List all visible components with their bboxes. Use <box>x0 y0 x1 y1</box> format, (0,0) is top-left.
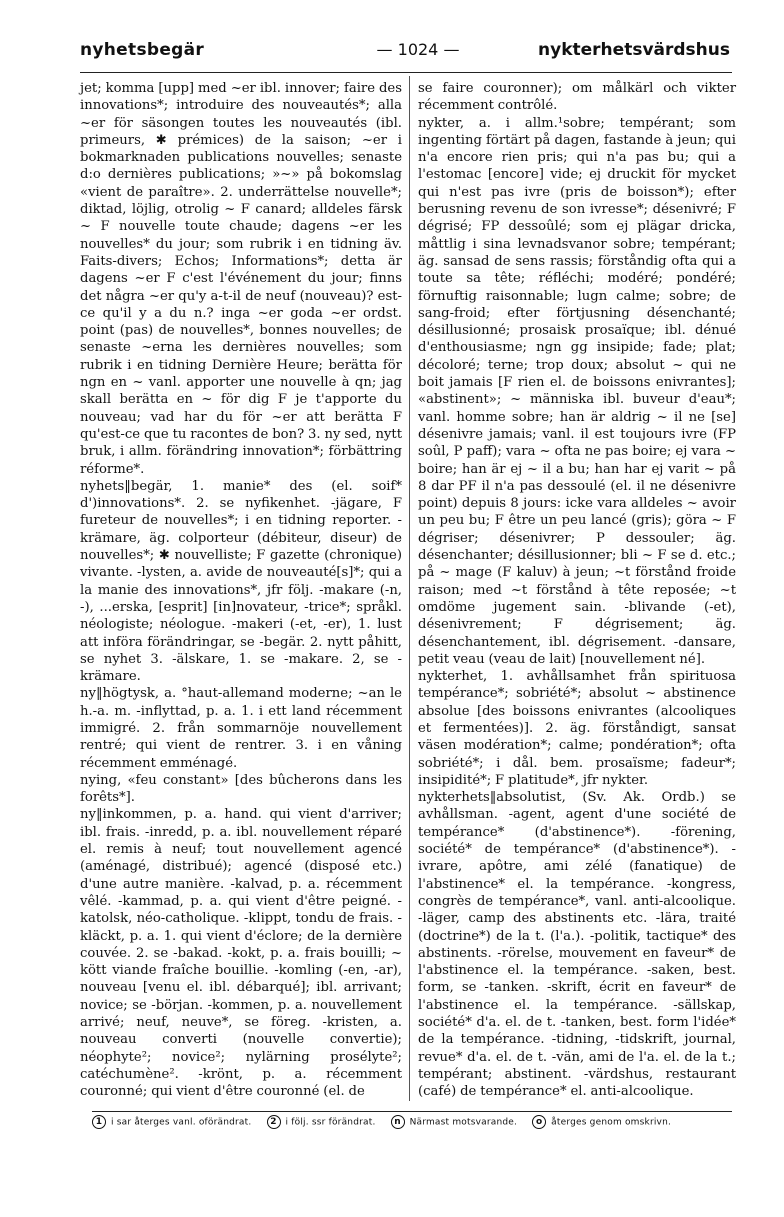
page-number: — 1024 — <box>376 40 460 59</box>
legend-text: återges genom omskrivn. <box>551 1117 672 1128</box>
entry-nykterhet: nykterhet, 1. avhållsamhet från spirituosa tempérance*; sobriété*; absolut ~ abstinence absolue [des boissons enivrantes (alcooliques et fermentées)]. 2. äg. förståndigt, sansat väsen modération*; calme; pondération*; ofta sobriété*; i dål. bem. prosaïsme; fadeur*; insipidité*; F platitude*, jfr nykter. <box>418 669 736 788</box>
legend-item <box>267 1115 376 1129</box>
right-running-headword: nykterhetsvärdshus <box>538 40 730 60</box>
left-running-headword: nyhetsbegär <box>80 40 205 60</box>
column-divider <box>409 76 410 1101</box>
circled-1-icon: 1 <box>92 1115 106 1129</box>
circled-o-icon: o <box>532 1115 546 1129</box>
page-header <box>80 40 730 74</box>
legend-text: Närmast motsvarande. <box>409 1117 518 1128</box>
left-column <box>80 80 402 1101</box>
legend-text: i sar återges vanl. oförändrat. <box>111 1117 252 1128</box>
entry-nykterhetsabsolutist: nykterhets‖absolutist, (Sv. Ak. Ordb.) se avhållsman. -agent, agent d'une société de tempérance* (d'abstinence*). -förening, société* de tempérance* (d'abstinence*). -ivrare, apôtre, ami zélé (fanatique) de l'abstinence* el. la tempérance. -kongress, congrès de tempérance*, vanl. anti-alcoolique. -läger, camp des abstinents etc. -lära, traité (doctrine*) de la t. (l'a.). -politik, tactique* des abstinents. -rörelse, mouvement en faveur* de l'abstinence el. la tempérance. -saken, best. form, se -tanken. -skrift, écrit en faveur* de l'abstinence el. la tempérance. -sällskap, société* d'a. el. de t. -tanken, best. form l'idée* de la tempérance. -tidning, -tidskrift, journal, revue* d'a. el. de t. -vän, ami de l'a. el. de la t.; tempérant; abstinent. -värdshus, restaurant (café) de tempérance* el. anti-alcoolique. <box>418 790 736 1100</box>
entry-nyhet-continued: jet; komma [upp] med ~er ibl. innover; faire des innovations*; introduire des nouveautés*; alla ~er för säsongen toutes les nouveautés (ibl. primeurs, ✱ prémices) de la saison; ~er i bokmarknaden publications nouvelles; senaste d:o dernières publications; »~» på bokomslag «vient de paraître». 2. underrättelse nouvelle*; diktad, löjlig, otrolig ~ F canard; alldeles färsk ~ F nouvelle toute chaude; dagens ~er les nouvelles* du jour; som rubrik i en tidning äv. Faits-divers; Echos; Informations*; detta är dagens ~er F c'est l'événement du jour; finns det några ~er qu'y a-t-il de neuf (nouveau)? est-ce qu'il y a du n.? inga ~er goda ~er ordst. point (pas) de nouvelles*, bonnes nouvelles; de senaste ~erna les dernières nouvelles; som rubrik i en tidning Dernière Heure; berätta för ngn en ~ vanl. apporter une nouvelle à qn; jag skall berätta en ~ för dig F je t'apporte du nouveau; vad har du för ~er att berätta F qu'est-ce que tu racontes de bon? 3. ny sed, nytt bruk, i allm. förändring innovation*; förbättring réforme*. <box>80 81 402 477</box>
legend-text: i följ. ssr förändrat. <box>285 1117 376 1128</box>
entry-nyinkommen: ny‖inkommen, p. a. hand. qui vient d'arriver; ibl. frais. -inredd, p. a. ibl. nouvellement réparé el. remis à neuf; tout nouvellement agencé (aménagé, distribué); agencé (disposé etc.) d'une autre manière. -kalvad, p. a. récemment vêlé. -kammad, p. a. qui vient d'être peigné. -katolsk, néo-catholique. -klippt, tondu de frais. -kläckt, p. a. 1. qui vient d'éclore; de la dernière couvée. 2. se -bakad. -kokt, p. a. frais bouilli; ~ kött viande fraîche bouillie. -komling (-en, -ar), nouveau [venu el. ibl. débarqué]; ibl. arrivant; novice; se -början. -kommen, p. a. nouvellement arrivé; neuf, neuve*, se föreg. -kristen, a. nouveau converti (nouvelle convertie); néophyte²; novice²; nylärning prosélyte²; catéchumène². -krönt, p. a. récemment couronné; qui vient d'être couronné (el. de <box>80 807 402 1100</box>
right-column <box>418 80 736 1101</box>
header-rule <box>80 72 732 73</box>
entry-nyhogtysk: ny‖högtysk, a. °haut-allemand moderne; ~an le h.-a. m. -inflyttad, p. a. 1. i ett land récemment immigré. 2. från sommarnöje nouvellement rentré; qui vient de rentrer. 3. i en våning récemment emménagé. <box>80 686 402 771</box>
legend-item <box>532 1115 671 1129</box>
footer-rule <box>92 1111 732 1112</box>
entry-nykter: nykter, a. i allm.¹sobre; tempérant; som ingenting förtärt på dagen, fastande à jeun; qui n'a encore rien pris; qui n'a pas bu; qui a l'estomac [encore] vide; ej druckit för mycket qui n'est pas ivre (pris de boisson*); efter berusning revenu de son ivresse*; désenivré; F dégrisé; FP dessoûlé; som ej plägar dricka, måttlig i sina levnadsvanor sobre; tempérant; äg. sansad de sens rassis; förståndig ofta qui a toute sa tête; réfléchi; modéré; pondéré; förnuftig raisonnable; lugn calme; sobre; de sang-froid; efter förtjusning désenchanté; désillusionné; prosaisk prosaïque; ibl. dénué d'enthousiasme; ngn gg insipide; fade; plat; décoloré; terne; trop doux; absolut ~ qui ne boit jamais [F rien el. de boissons enivrantes]; «abstinent»; ~ människa ibl. buveur d'eau*; vanl. homme sobre; han är aldrig ~ il ne [se] désenivre jamais; vanl. il est toujours ivre (FP soûl, P paff); vara ~ ofta ne pas boire; ej vara ~ boire; han är ej ~ il a bu; han har ej varit ~ på 8 dar PF il n'a pas dessoulé (el. il ne désenivre point) depuis 8 jours: icke vara alldeles ~ avoir un peu bu; F être un peu lancé (gris); göra ~ F dégriser; désenivrer; P dessouler; äg. désenchanter; désillusionner; bli ~ F se d. etc.; på ~ mage (F kaluv) à jeun; ~t förstånd froide raison; med ~t förstånd à tête reposée; ~t omdöme jugement sain. -blivande (-et), désenivrement; F dégrisement; äg. désenchantement, ibl. dégrisement. -dansare, petit veau (veau de lait) [nouvellement né]. <box>418 115 736 667</box>
legend-item <box>391 1115 518 1129</box>
circled-2-icon: 2 <box>267 1115 281 1129</box>
circled-n-icon: n <box>391 1115 405 1129</box>
page-footer-legend <box>92 1115 742 1129</box>
entry-nying: nying, «feu constant» [des bûcherons dans les forêts*]. <box>80 772 402 806</box>
entry-nykront-continued: se faire couronner); om målkärl och vikter récemment contrôlé. <box>418 81 736 114</box>
legend-item <box>92 1115 251 1129</box>
entry-nyhetsbegar: nyhets‖begär, 1. manie* des (el. soif* d')innovations*. 2. se nyfikenhet. -jägare, F fureteur de nouvelles*; i en tidning reporter. -krämare, äg. colporteur (débiteur, diseur) de nouvelles*; ✱ nouvelliste; F gazette (chronique) vivante. -lysten, a. avide de nouveauté[s]*; qui a la manie des innovations*, jfr följ. -makare (-n, -), ...erska, [esprit] [in]novateur, -trice*; språkl. néologiste; néologue. -makeri (-et, -er), 1. lust att införa förändringar, se -begär. 2. nytt påhitt, se nyhet 3. -älskare, 1. se -makare. 2, se -krämare. <box>80 478 402 685</box>
